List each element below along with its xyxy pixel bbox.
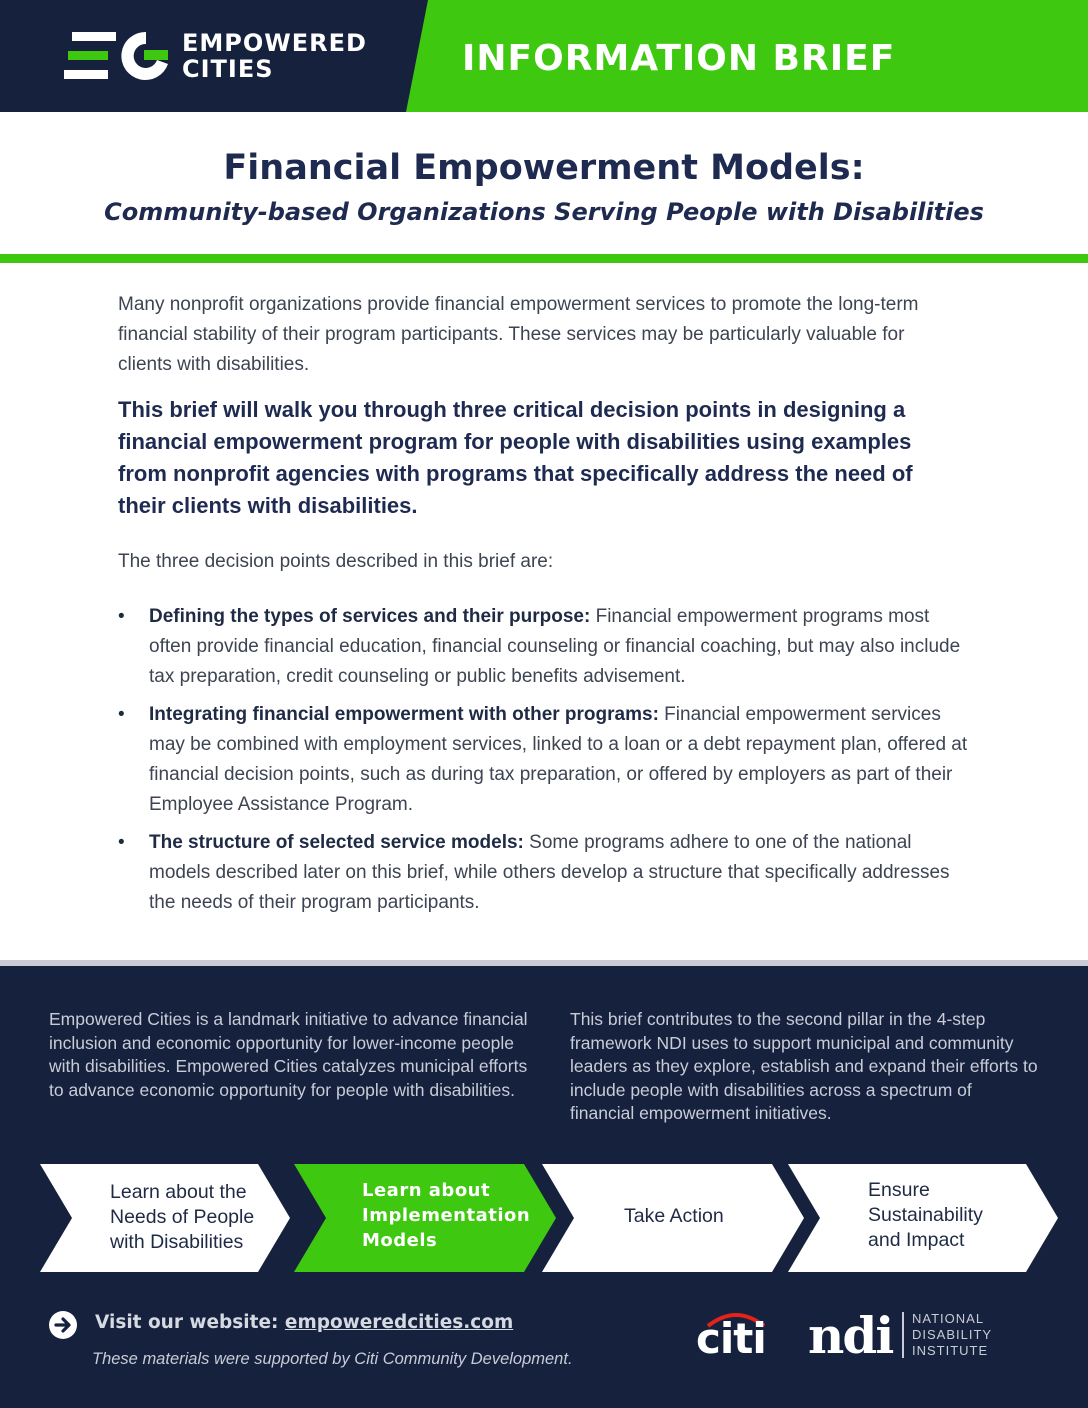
information-brief-label: INFORMATION BRIEF — [462, 38, 896, 79]
step-1-label: Learn about the Needs of People with Disabilities — [110, 1181, 255, 1253]
about-empowered-cities-text: Empowered Cities is a landmark initiative to advance financial inclusion and economic opportunity for lower-income people with disabilities. Empowered Cities catalyzes municipal efforts to advance economic opportunity for people with disabilities. — [49, 1009, 528, 1100]
step-4 — [788, 1164, 1058, 1272]
visit-label: Visit our website: — [95, 1312, 285, 1333]
website-link[interactable]: empoweredcities.com — [284, 1312, 514, 1333]
decision-points-lead: The three decision points described in this brief are: — [118, 551, 554, 572]
callout-paragraph: This brief will walk you through three critical decision points in designing a financial empowerment program for people with disabilities using examples from nonprofit agencies with programs that specifically address the need of their clients with disabilities. — [118, 397, 913, 518]
intro-paragraph: Many nonprofit organizations provide financial empowerment services to promote the long-term financial stability of their program participants. These services may be particularly valuable for clients with disabilities. — [118, 294, 919, 375]
bullet-marker: • — [118, 832, 125, 853]
bullet-text: Some programs adhere to one of the national models described later on this brief, while others develop a structure that specifically addresses the needs of their program participants. — [149, 832, 950, 913]
bullet-title: Integrating financial empowerment with other programs: — [149, 704, 659, 725]
framework-steps — [40, 1164, 1060, 1272]
decision-points-list — [118, 602, 968, 926]
list-item — [118, 602, 968, 692]
bullet-title: Defining the types of services and their purpose: — [149, 606, 591, 627]
page-title: Financial Empowerment Models: — [223, 148, 865, 188]
ndi-line-2: DISABILITY — [912, 1327, 993, 1342]
green-divider — [0, 254, 1088, 263]
list-item — [118, 700, 968, 820]
step-2-label: Learn about Implementation Models — [362, 1180, 531, 1251]
support-note: These materials were supported by Citi Community Development. — [92, 1350, 573, 1368]
citi-wordmark: citi — [696, 1314, 766, 1363]
bullet-marker: • — [118, 606, 125, 627]
footer-divider — [0, 960, 1088, 966]
arrow-circle-icon[interactable] — [48, 1310, 78, 1340]
page-subtitle: Community-based Organizations Serving People with Disabilities — [104, 198, 984, 226]
logo-line-1: EMPOWERED — [182, 29, 367, 57]
bullet-marker: • — [118, 704, 125, 725]
ec-logo-icon — [64, 30, 174, 82]
step-4-label: Ensure Sustainability and Impact — [868, 1179, 983, 1251]
ndi-line-1: NATIONAL — [912, 1311, 985, 1326]
ndi-wordmark: ndi — [808, 1306, 893, 1365]
bullet-text: Financial empowerment services may be combined with employment services, linked to a loan or a debt repayment plan, offered at financial decision points, such as during tax preparation, or offered by employers as part of their Employee Assistance Program. — [149, 704, 968, 815]
list-item — [118, 828, 968, 918]
bullet-text: Financial empowerment programs most often provide financial education, financial counseling or financial coaching, but may also include tax preparation, credit counseling or public benefits advisement. — [149, 606, 961, 687]
logo-line-2: CITIES — [182, 55, 274, 83]
empowered-cities-logo — [64, 29, 367, 86]
ndi-full-name — [912, 1311, 1032, 1359]
citi-logo — [696, 1308, 776, 1362]
ndi-line-3: INSTITUTE — [912, 1343, 989, 1358]
header-banner — [0, 0, 1088, 112]
visit-website-text — [95, 1312, 513, 1333]
step-3 — [542, 1164, 804, 1272]
bullet-title: The structure of selected service models: — [149, 832, 524, 853]
step-1 — [40, 1164, 290, 1272]
framework-text: This brief contributes to the second pillar in the 4-step framework NDI uses to support municipal and community leaders as they explore, establish and expand their efforts to include people with disabilities across a spectrum of financial empowerment initiatives. — [570, 1009, 1038, 1123]
logo-wordmark — [182, 30, 367, 82]
step-2 — [294, 1164, 556, 1272]
step-3-label: Take Action — [624, 1205, 724, 1227]
ndi-logo-divider — [902, 1312, 904, 1358]
